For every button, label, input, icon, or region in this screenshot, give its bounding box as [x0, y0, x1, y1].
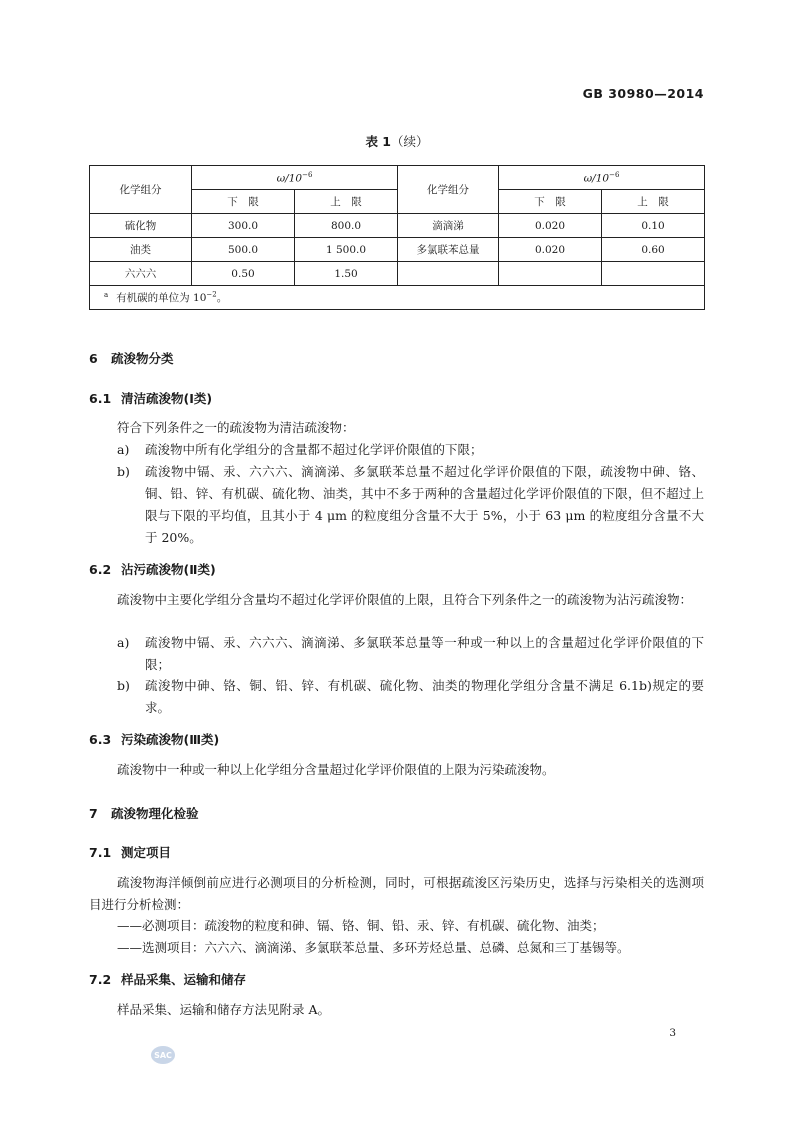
list-item: a) 疏浚物中镉、汞、六六六、滴滴涕、多氯联苯总量等一种或一种以上的含量超过化学评价限值的下限；	[117, 635, 704, 672]
table-header-row	[90, 166, 705, 190]
list-item: a) 疏浚物中所有化学组分的含量都不超过化学评价限值的下限；	[117, 442, 483, 457]
cell	[602, 262, 705, 286]
cell	[398, 262, 499, 286]
cell: 油类	[90, 238, 192, 262]
header-lower-left: 下 限	[192, 190, 295, 214]
table-row	[90, 238, 705, 262]
section-7-heading: 7 疏浚物理化检验	[89, 806, 199, 821]
cell: 800.0	[295, 214, 398, 238]
required-items-line: ——必测项目：疏浚物的粒度和砷、镉、铬、铜、铅、汞、锌、有机碳、硫化物、油类；	[117, 918, 605, 933]
svg-text:SAC: SAC	[154, 1051, 172, 1060]
optional-items-line: ——选测项目：六六六、滴滴涕、多氯联苯总量、多环芳烃总量、总磷、总氮和三丁基锡等。	[117, 940, 630, 955]
cell: 1.50	[295, 262, 398, 286]
section-6-2-heading: 6.2 沾污疏浚物(Ⅱ类)	[89, 562, 216, 577]
section-6-1-intro: 符合下列条件之一的疏浚物为清洁疏浚物：	[117, 420, 355, 435]
table-title-suffix: （续）	[391, 134, 429, 149]
chemical-limits-table	[89, 165, 705, 310]
header-upper-left: 上 限	[295, 190, 398, 214]
cell: 0.020	[499, 238, 602, 262]
header-unit-right: $\omega/10^{-6}$	[499, 166, 705, 190]
header-chem-left: 化学组分	[90, 166, 192, 214]
cell: 硫化物	[90, 214, 192, 238]
table-note-row	[90, 286, 705, 310]
cell: 1 500.0	[295, 238, 398, 262]
cell: 0.60	[602, 238, 705, 262]
list-item: b) 疏浚物中镉、汞、六六六、滴滴涕、多氯联苯总量不超过化学评价限值的下限，疏浚物中砷、铬、铜、铅、锌、有机碳、硫化物、油类，其中不多于两种的含量超过化学评价限值的下限，但不超过上限与下限的平均值，且其小于 4 μm 的粒度组分含量不大于 5%，小于 63 μm 的粒度组分含量不大于 20%。	[117, 464, 704, 545]
section-6-3-text: 疏浚物中一种或一种以上化学组分含量超过化学评价限值的上限为污染疏浚物。	[117, 762, 555, 777]
table-footnote: $^a$ 有机碳的单位为 $10^{-2}$。	[90, 286, 705, 310]
section-6-heading: 6 疏浚物分类	[89, 351, 174, 366]
header-upper-right: 上 限	[602, 190, 705, 214]
section-7-2-heading: 7.2 样品采集、运输和储存	[89, 972, 247, 987]
table-title	[0, 132, 794, 150]
sac-logo-icon	[150, 1045, 176, 1065]
cell	[499, 262, 602, 286]
table-row	[90, 262, 705, 286]
cell: 300.0	[192, 214, 295, 238]
header-unit-left: $\omega/10^{-6}$	[192, 166, 398, 190]
cell: 六六六	[90, 262, 192, 286]
cell: 500.0	[192, 238, 295, 262]
section-6-2-intro: 疏浚物中主要化学组分含量均不超过化学评价限值的上限，且符合下列条件之一的疏浚物为沾污疏浚物：	[117, 592, 693, 607]
section-7-1-intro: 疏浚物海洋倾倒前应进行必测项目的分析检测，同时，可根据疏浚区污染历史，选择与污染相关的选测项目进行分析检测：	[89, 875, 704, 912]
table-title-label: 表 1	[365, 134, 392, 149]
cell: 多氯联苯总量	[398, 238, 499, 262]
page-number: 3	[669, 1027, 676, 1039]
header-lower-right: 下 限	[499, 190, 602, 214]
header-chem-right: 化学组分	[398, 166, 499, 214]
standard-number: GB 30980—2014	[582, 86, 704, 101]
cell: 0.020	[499, 214, 602, 238]
cell: 0.10	[602, 214, 705, 238]
section-6-3-heading: 6.3 污染疏浚物(Ⅲ类)	[89, 732, 220, 747]
table-row	[90, 214, 705, 238]
section-6-1-heading: 6.1 清洁疏浚物(Ⅰ类)	[89, 391, 213, 406]
cell: 0.50	[192, 262, 295, 286]
section-7-1-heading: 7.1 测定项目	[89, 845, 172, 860]
cell: 滴滴涕	[398, 214, 499, 238]
list-item: b) 疏浚物中砷、铬、铜、铅、锌、有机碳、硫化物、油类的物理化学组分含量不满足 6.1b)规定的要求。	[117, 678, 704, 715]
section-7-2-text: 样品采集、运输和储存方法见附录 A。	[117, 1002, 331, 1017]
